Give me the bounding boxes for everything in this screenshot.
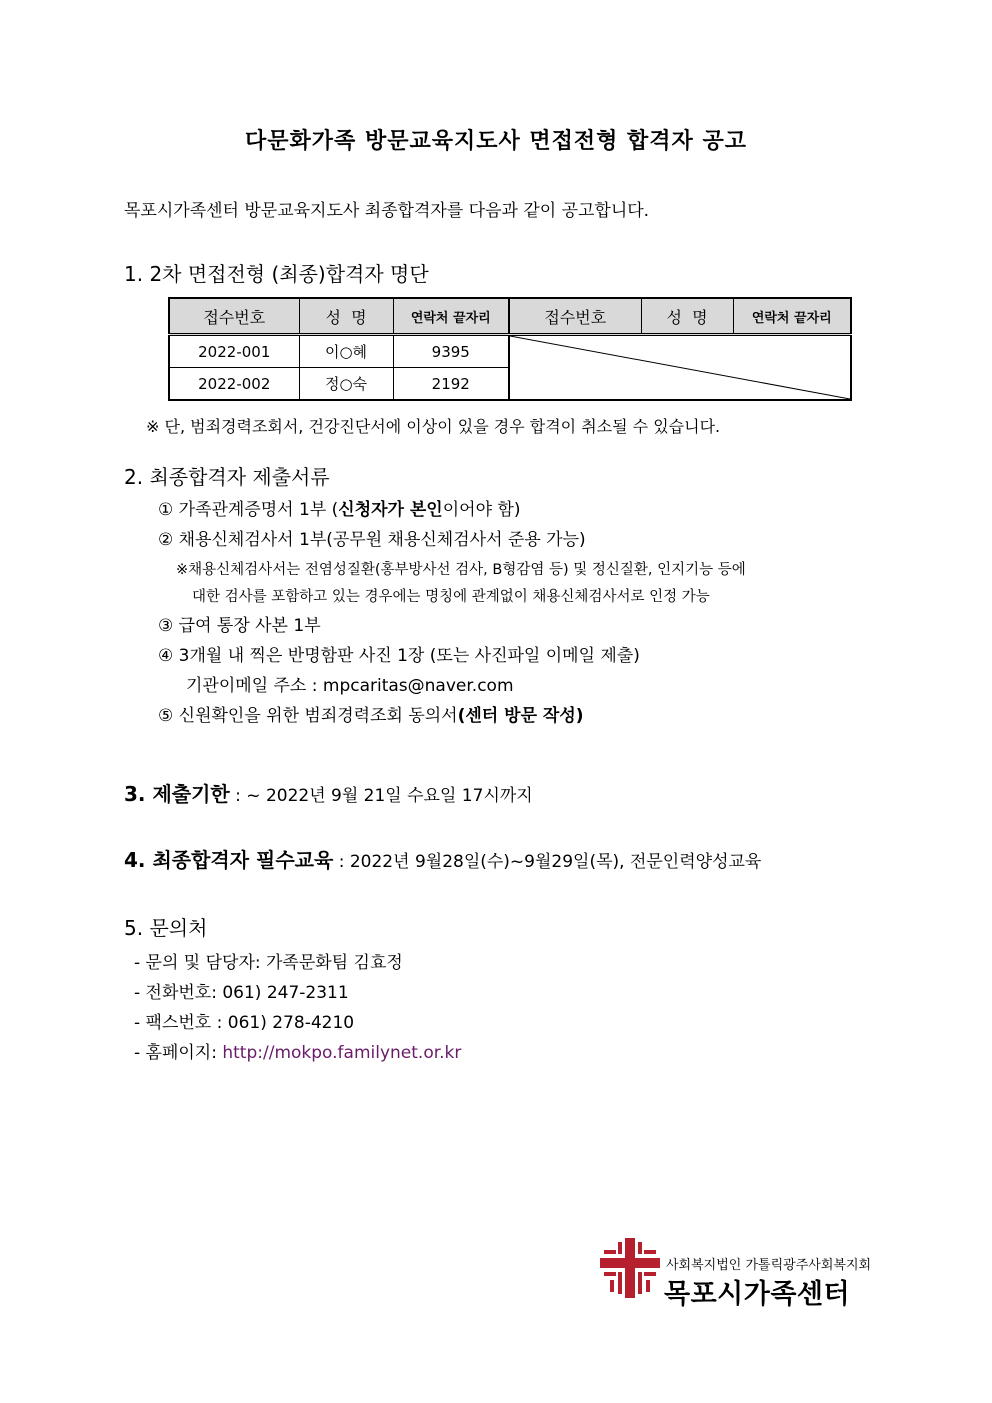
homepage-label: - 홈페이지: <box>134 1043 223 1063</box>
document-item-5 <box>158 701 584 726</box>
item2-note-line2: 대한 검사를 포함하고 있는 경우에는 명칭에 관계없이 채용신체검사서로 인정 가능 <box>192 589 710 605</box>
section4-detail: : 2022년 9월28일(수)~9월29일(목), 전문인력양성교육 <box>333 852 762 872</box>
column-header: 연락처 끝자리 <box>733 298 851 335</box>
fax-number: - 팩스번호 : 061) 278-4210 <box>134 1013 355 1033</box>
table-row <box>169 335 851 368</box>
section1-heading: 1. 2차 면접전형 (최종)합격자 명단 <box>124 262 429 286</box>
item1-text-end: 이어야 함) <box>442 500 521 520</box>
document-item-3: ③ 급여 통장 사본 1부 <box>158 616 321 636</box>
document-item-2: ② 채용신체검사서 1부(공무원 채용신체검사서 준용 가능) <box>158 530 586 550</box>
item5-text: ⑤ 신원확인을 위한 범죄경력조회 동의서 <box>158 706 458 726</box>
institution-email: 기관이메일 주소 : mpcaritas@naver.com <box>186 676 514 696</box>
section3-deadline <box>124 778 533 807</box>
table-cell: 이○혜 <box>299 335 393 368</box>
document-title: 다문화가족 방문교육지도사 면접전형 합격자 공고 <box>245 129 747 154</box>
column-header: 성 명 <box>299 298 393 335</box>
caritas-cross-icon <box>600 1238 660 1298</box>
table-cell: 2022-002 <box>169 368 299 401</box>
section5-heading: 5. 문의처 <box>124 916 208 940</box>
section3-detail: : ~ 2022년 9월 21일 수요일 17시까지 <box>229 786 533 806</box>
intro-text: 목포시가족센터 방문교육지도사 최종합격자를 다음과 같이 공고합니다. <box>124 201 650 221</box>
column-header: 접수번호 <box>509 298 641 335</box>
section4-training <box>124 844 761 873</box>
logo-org-subtitle: 사회복지법인 가톨릭광주사회복지회 <box>666 1258 872 1273</box>
document-item-4: ④ 3개월 내 찍은 반명함판 사진 1장 (또는 사진파일 이메일 제출) <box>158 646 640 666</box>
contact-person: - 문의 및 담당자: 가족문화팀 김효정 <box>134 953 403 973</box>
diagonal-line <box>510 336 850 399</box>
document-item-1 <box>158 495 520 520</box>
phone-number: - 전화번호: 061) 247-2311 <box>134 983 349 1003</box>
table-header-row <box>169 298 851 335</box>
table-cell: 2022-001 <box>169 335 299 368</box>
table-note: ※ 단, 범죄경력조회서, 건강진단서에 이상이 있을 경우 합격이 취소될 수 있습니다. <box>146 417 721 436</box>
organization-logo <box>600 1234 890 1314</box>
item5-emphasis: (센터 방문 작성) <box>457 706 584 726</box>
logo-org-name: 목포시가족센터 <box>664 1279 851 1310</box>
homepage <box>134 1038 461 1063</box>
table-cell: 2192 <box>393 368 509 401</box>
column-header: 연락처 끝자리 <box>393 298 509 335</box>
item2-note-line1: ※채용신체검사서는 전염성질환(홍부방사선 검사, B형감염 등) 및 정신질환, 인지기능 등에 <box>176 562 746 578</box>
section4-label: 4. 최종합격자 필수교육 <box>124 848 334 872</box>
item1-emphasis: 신청자가 본인 <box>338 500 443 520</box>
table-cell: 9395 <box>393 335 509 368</box>
column-header: 성 명 <box>641 298 733 335</box>
table-cell: 정○숙 <box>299 368 393 401</box>
roster-table <box>168 297 852 401</box>
empty-cell-slash <box>509 335 851 401</box>
section3-label: 3. 제출기한 <box>124 782 230 806</box>
column-header: 접수번호 <box>169 298 299 335</box>
homepage-link[interactable]: http://mokpo.familynet.or.kr <box>222 1043 462 1063</box>
item1-text: ① 가족관계증명서 1부 ( <box>158 500 339 520</box>
section2-heading: 2. 최종합격자 제출서류 <box>124 465 330 489</box>
